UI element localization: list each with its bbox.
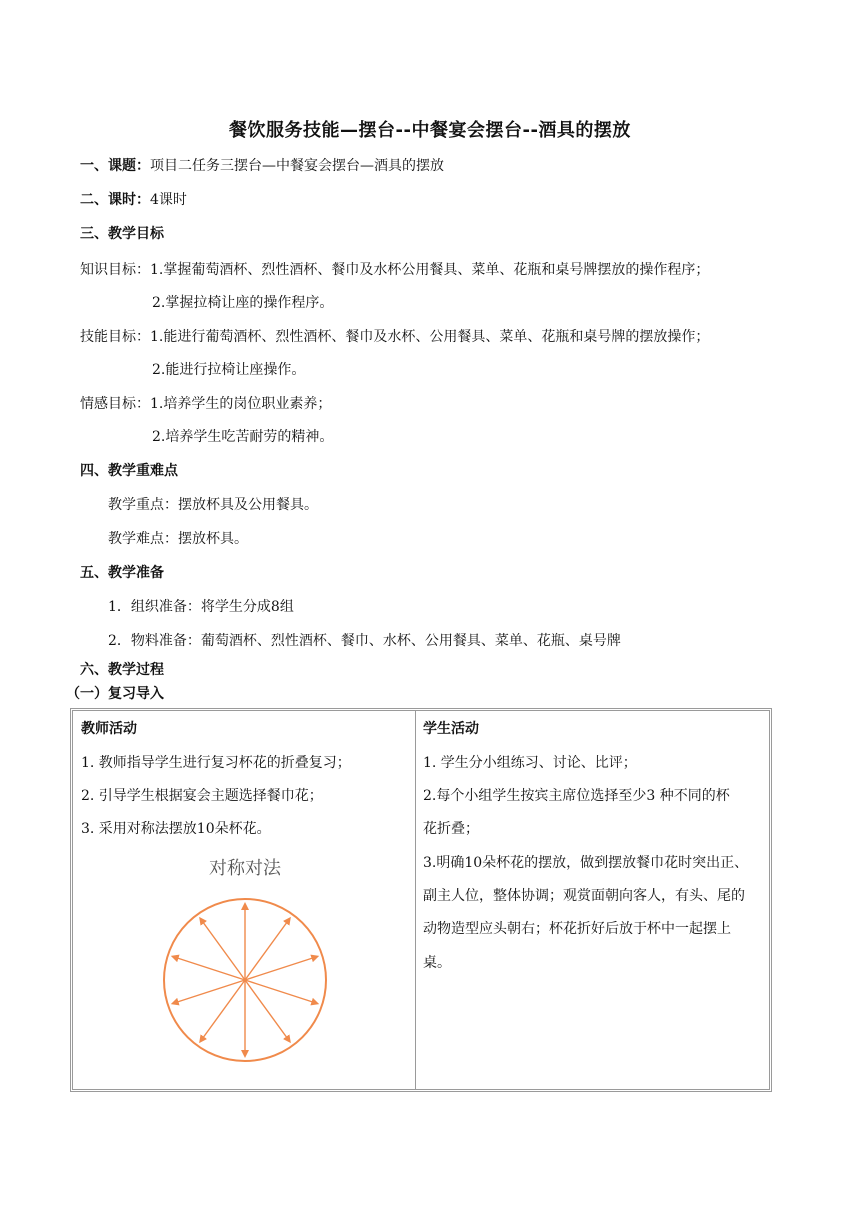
knowledge-goal-2: 2.掌握拉椅让座的操作程序。 <box>152 295 334 311</box>
skill-goal-2: 2.能进行拉椅让座操作。 <box>152 362 306 378</box>
radial-arrow <box>200 980 245 1042</box>
student-activity-3: 花折叠； <box>423 821 479 837</box>
student-activity-6: 动物造型应头朝右；杯花折好后放于杯中一起摆上 <box>423 921 731 937</box>
section-topic <box>80 156 444 176</box>
diagram-title: 对称对法 <box>209 858 281 879</box>
section-goals-heading: 三、教学目标 <box>80 226 164 242</box>
radial-arrow <box>200 919 245 981</box>
student-activity-4: 3.明确10朵杯花的摆放，做到摆放餐巾花时突出正、 <box>423 855 749 871</box>
skill-item-1: 1.能进行葡萄酒杯、烈性酒杯、餐巾及水杯、公用餐具、菜单、花瓶和桌号牌的摆放操作； <box>150 329 710 345</box>
arrow-group <box>173 904 318 1056</box>
emotion-label: 情感目标： <box>80 396 150 412</box>
student-activity-1: 1. 学生分小组练习、讨论、比评； <box>423 755 637 771</box>
circle-arrow-diagram <box>155 893 335 1069</box>
teaching-key: 教学重点：摆放杯具及公用餐具。 <box>108 497 318 513</box>
page-title: 餐饮服务技能—摆台--中餐宴会摆台--酒具的摆放 <box>229 120 631 141</box>
section-process-heading: 六、教学过程 <box>80 662 164 678</box>
teacher-activity-2: 2. 引导学生根据宴会主题选择餐巾花； <box>81 788 323 804</box>
hours-label: 二、课时： <box>80 192 150 208</box>
knowledge-item-1: 1.掌握葡萄酒杯、烈性酒杯、餐巾及水杯公用餐具、菜单、花瓶和桌号牌摆放的操作程序； <box>150 262 710 278</box>
student-activity-header: 学生活动 <box>423 721 479 737</box>
topic-value: 项目二任务三摆台—中餐宴会摆台—酒具的摆放 <box>150 158 444 174</box>
radial-arrow <box>245 957 317 981</box>
radial-arrow <box>173 980 245 1004</box>
student-activity-2: 2.每个小组学生按宾主席位选择至少3 种不同的杯 <box>423 788 730 804</box>
prep-organization: 1．组织准备：将学生分成8组 <box>108 599 294 615</box>
table-divider <box>415 711 416 1089</box>
emotion-goal-1 <box>80 394 331 414</box>
radial-arrow <box>245 919 290 981</box>
hours-value: 4课时 <box>150 192 187 208</box>
teaching-difficulty: 教学难点：摆放杯具。 <box>108 531 248 547</box>
emotion-item-1: 1.培养学生的岗位职业素养； <box>150 396 332 412</box>
teacher-activity-header: 教师活动 <box>81 721 137 737</box>
teacher-activity-1: 1. 教师指导学生进行复习杯花的折叠复习； <box>81 755 351 771</box>
radial-arrow <box>173 957 245 981</box>
knowledge-label: 知识目标： <box>80 262 150 278</box>
teacher-activity-3: 3. 采用对称法摆放10朵杯花。 <box>81 821 271 837</box>
student-activity-7: 桌。 <box>423 955 451 971</box>
skill-label: 技能目标： <box>80 329 150 345</box>
student-activity-5: 副主人位，整体协调；观赏面朝向客人，有头、尾的 <box>423 888 745 904</box>
activity-table <box>70 708 772 1092</box>
section-hours <box>80 190 187 210</box>
prep-materials: 2．物料准备：葡萄酒杯、烈性酒杯、餐巾、水杯、公用餐具、菜单、花瓶、桌号牌 <box>108 633 621 649</box>
skill-goal-1 <box>80 327 709 347</box>
topic-label: 一、课题： <box>80 158 150 174</box>
section-key-heading: 四、教学重难点 <box>80 463 178 479</box>
radial-arrow <box>245 980 290 1042</box>
radial-arrow <box>245 980 317 1004</box>
subsection-review-heading: （一）复习导入 <box>66 686 164 702</box>
emotion-goal-2: 2.培养学生吃苦耐劳的精神。 <box>152 429 334 445</box>
section-prep-heading: 五、教学准备 <box>80 565 164 581</box>
knowledge-goal-1 <box>80 260 709 280</box>
